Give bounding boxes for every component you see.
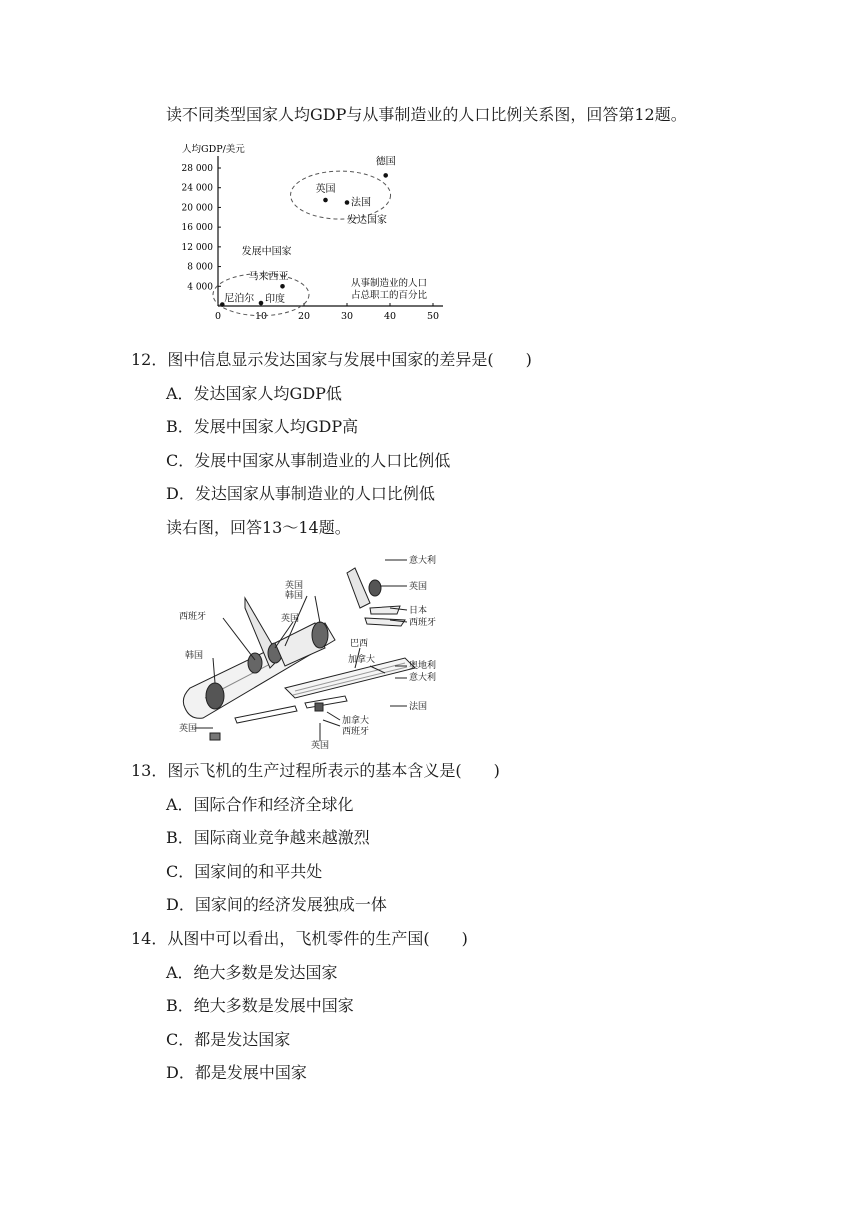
data-point [323,198,328,203]
question-13-option-b[interactable]: B．国际商业竞争越来越激烈 [166,828,370,847]
gdp-manufacturing-scatter-chart [170,140,460,330]
label-uk-korea: 英国韩国 [285,581,304,601]
label-italy-1: 意大利 [409,556,437,566]
x-tick-label: 10 [254,311,268,322]
question-14-option-c[interactable]: C．都是发达国家 [166,1030,291,1049]
data-point-label: 马来西亚 [248,271,289,283]
label-spain-3: 西班牙 [342,727,370,737]
y-tick-label: 4 000 [187,282,213,293]
label-austria: 奥地利 [409,661,437,671]
data-point [280,284,285,289]
data-point [345,200,350,205]
x-tick-label: 0 [214,311,222,322]
label-uk-1: 英国 [409,582,428,592]
data-point-label: 德国 [375,156,396,168]
x-tick-label: 20 [297,311,311,322]
y-tick-label: 16 000 [181,223,213,234]
data-point-label: 法国 [351,197,371,209]
label-uk-4: 英国 [311,741,330,751]
x-axis-label-line-2: 占总职工的百分比 [351,290,428,301]
data-point-label: 尼泊尔 [224,293,255,305]
question-12-stem: 12．图中信息显示发达国家与发展中国家的差异是( ) [131,350,532,369]
developing-group-label: 发展中国家 [241,246,292,258]
y-axis-label: 人均GDP/美元 [182,144,245,155]
data-point [383,173,388,178]
label-spain-2: 西班牙 [179,612,207,622]
y-tick-label: 20 000 [181,203,213,214]
label-spain-1: 西班牙 [409,618,437,628]
question-14-stem: 14．从图中可以看出，飞机零件的生产国( ) [131,929,468,948]
y-tick-label: 24 000 [181,183,213,194]
question-13-option-d[interactable]: D．国家间的经济发展独成一体 [166,895,387,914]
label-korea: 韩国 [185,651,204,661]
question-14-option-a[interactable]: A．绝大多数是发达国家 [166,963,338,982]
x-tick-label: 40 [383,311,397,322]
question-13-option-a[interactable]: A．国际合作和经济全球化 [166,795,354,814]
label-france: 法国 [409,702,428,712]
intro-text-q13-14: 读右图，回答13～14题。 [166,518,351,537]
question-13-stem: 13．图示飞机的生产过程所表示的基本含义是( ) [131,761,500,780]
airplane-parts-diagram [175,548,450,753]
label-italy-2: 意大利 [409,673,437,683]
question-13-option-c[interactable]: C．国家间的和平共处 [166,862,323,881]
developed-group-label: 发达国家 [347,215,387,227]
question-12-option-c[interactable]: C．发展中国家从事制造业的人口比例低 [166,451,451,470]
data-point-label: 印度 [265,294,285,306]
y-tick-label: 12 000 [181,242,213,253]
label-japan: 日本 [409,606,428,616]
label-uk-2: 英国 [281,614,300,624]
question-14-option-d[interactable]: D．都是发展中国家 [166,1063,307,1082]
y-tick-label: 8 000 [187,262,213,273]
data-point [259,301,264,306]
question-12-option-b[interactable]: B．发展中国家人均GDP高 [166,417,359,436]
developed-group-outline [291,171,391,219]
label-uk-3: 英国 [179,724,198,734]
x-tick-label: 50 [426,311,440,322]
question-12-option-a[interactable]: A．发达国家人均GDP低 [166,384,342,403]
label-canada-2: 加拿大 [342,716,370,726]
label-brazil: 巴西 [350,639,369,649]
label-canada-1: 加拿大 [348,655,376,665]
y-tick-label: 28 000 [181,164,213,174]
x-axis-label-line-1: 从事制造业的人口 [351,278,428,289]
data-point-label: 英国 [315,184,336,196]
intro-text-q12: 读不同类型国家人均GDP与从事制造业的人口比例关系图，回答第12题。 [166,105,687,124]
x-tick-label: 30 [340,311,354,322]
question-14-option-b[interactable]: B．绝大多数是发展中国家 [166,996,354,1015]
question-12-option-d[interactable]: D．发达国家从事制造业的人口比例低 [166,484,435,503]
